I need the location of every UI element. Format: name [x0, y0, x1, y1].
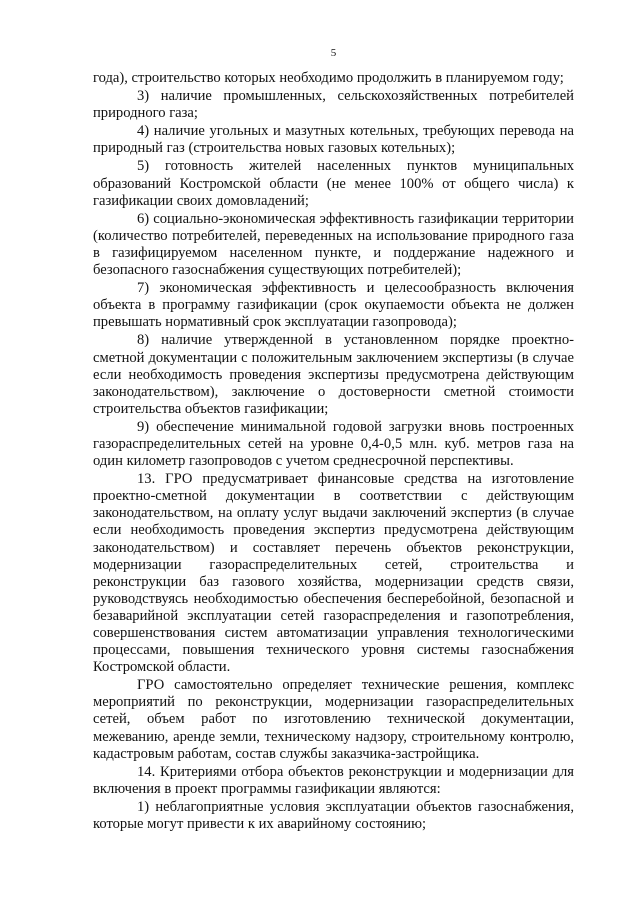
gro-technical-decisions-paragraph: ГРО самостоятельно определяет технические решения, комплекс мероприятий по реконструкции, модернизации газораспределительных сетей, объем работ по изготовлению технической документации, межеванию, аренде земли, техническому надзору, строительному контролю, кадастровым работам, состав службы заказчика-застройщика.	[93, 677, 574, 762]
criterion-7-paragraph: 7) экономическая эффективность и целесообразность включения объекта в программу газификации (срок окупаемости объекта не должен превышать нормативный срок эксплуатации газопровода);	[93, 280, 574, 331]
criterion-6-paragraph: 6) социально-экономическая эффективность газификации территории (количество потребителей, переведенных на использование природного газа в газифицируемом населенном пункте, и поддержание надежного и безопасного газоснабжения существующих потребителей);	[93, 210, 574, 279]
page-number: 5	[330, 47, 337, 59]
criterion-3-paragraph: 3) наличие промышленных, сельскохозяйственных потребителей природного газа;	[93, 88, 574, 122]
criterion-5-paragraph: 5) готовность жителей населенных пунктов муниципальных образований Костромской области (не менее 100% от общего числа) к газификации своих домовладений;	[93, 158, 574, 209]
criterion-8-paragraph: 8) наличие утвержденной в установленном порядке проектно-сметной документации с положительным заключением экспертизы (в случае если необходимость проведения экспертизы предусмотрена действующим законодательством), заключение о достоверности сметной стоимости строительства объектов газификации;	[93, 332, 574, 417]
section-14-paragraph: 14. Критериями отбора объектов реконструкции и модернизации для включения в проект программы газификации являются:	[93, 763, 574, 797]
criterion-4-paragraph: 4) наличие угольных и мазутных котельных, требующих перевода на природный газ (строительства новых газовых котельных);	[93, 123, 574, 157]
section-13-paragraph: 13. ГРО предусматривает финансовые средства на изготовление проектно-сметной документации в соответствии с действующим законодательством, на оплату услуг выдачи заключений экспертиз (в случае если необходимость проведения экспертиз предусмотрена действующим законодательством) и составляет перечень объектов реконструкции, модернизации газораспределительных сетей, строительства и реконструкции баз газового хозяйства, модернизации средств связи, руководствуясь необходимостью обеспечения бесперебойной, безопасной и безаварийной эксплуатации сетей газораспределения и газопотребления, совершенствования систем автоматизации управления технологическими процессами, повышения технического уровня системы газоснабжения Костромской области.	[93, 471, 574, 676]
paragraph-continuation: года), строительство которых необходимо продолжить в планируемом году;	[93, 70, 564, 86]
criterion-9-paragraph: 9) обеспечение минимальной годовой загрузки вновь построенных газораспределительных сетей на уровне 0,4-0,5 млн. куб. метров газа на один километр газопроводов с учетом среднесрочной перспективы.	[93, 418, 574, 470]
document-body	[93, 70, 574, 833]
selection-criterion-1-paragraph: 1) неблагоприятные условия эксплуатации объектов газоснабжения, которые могут привести к их аварийному состоянию;	[93, 798, 574, 833]
